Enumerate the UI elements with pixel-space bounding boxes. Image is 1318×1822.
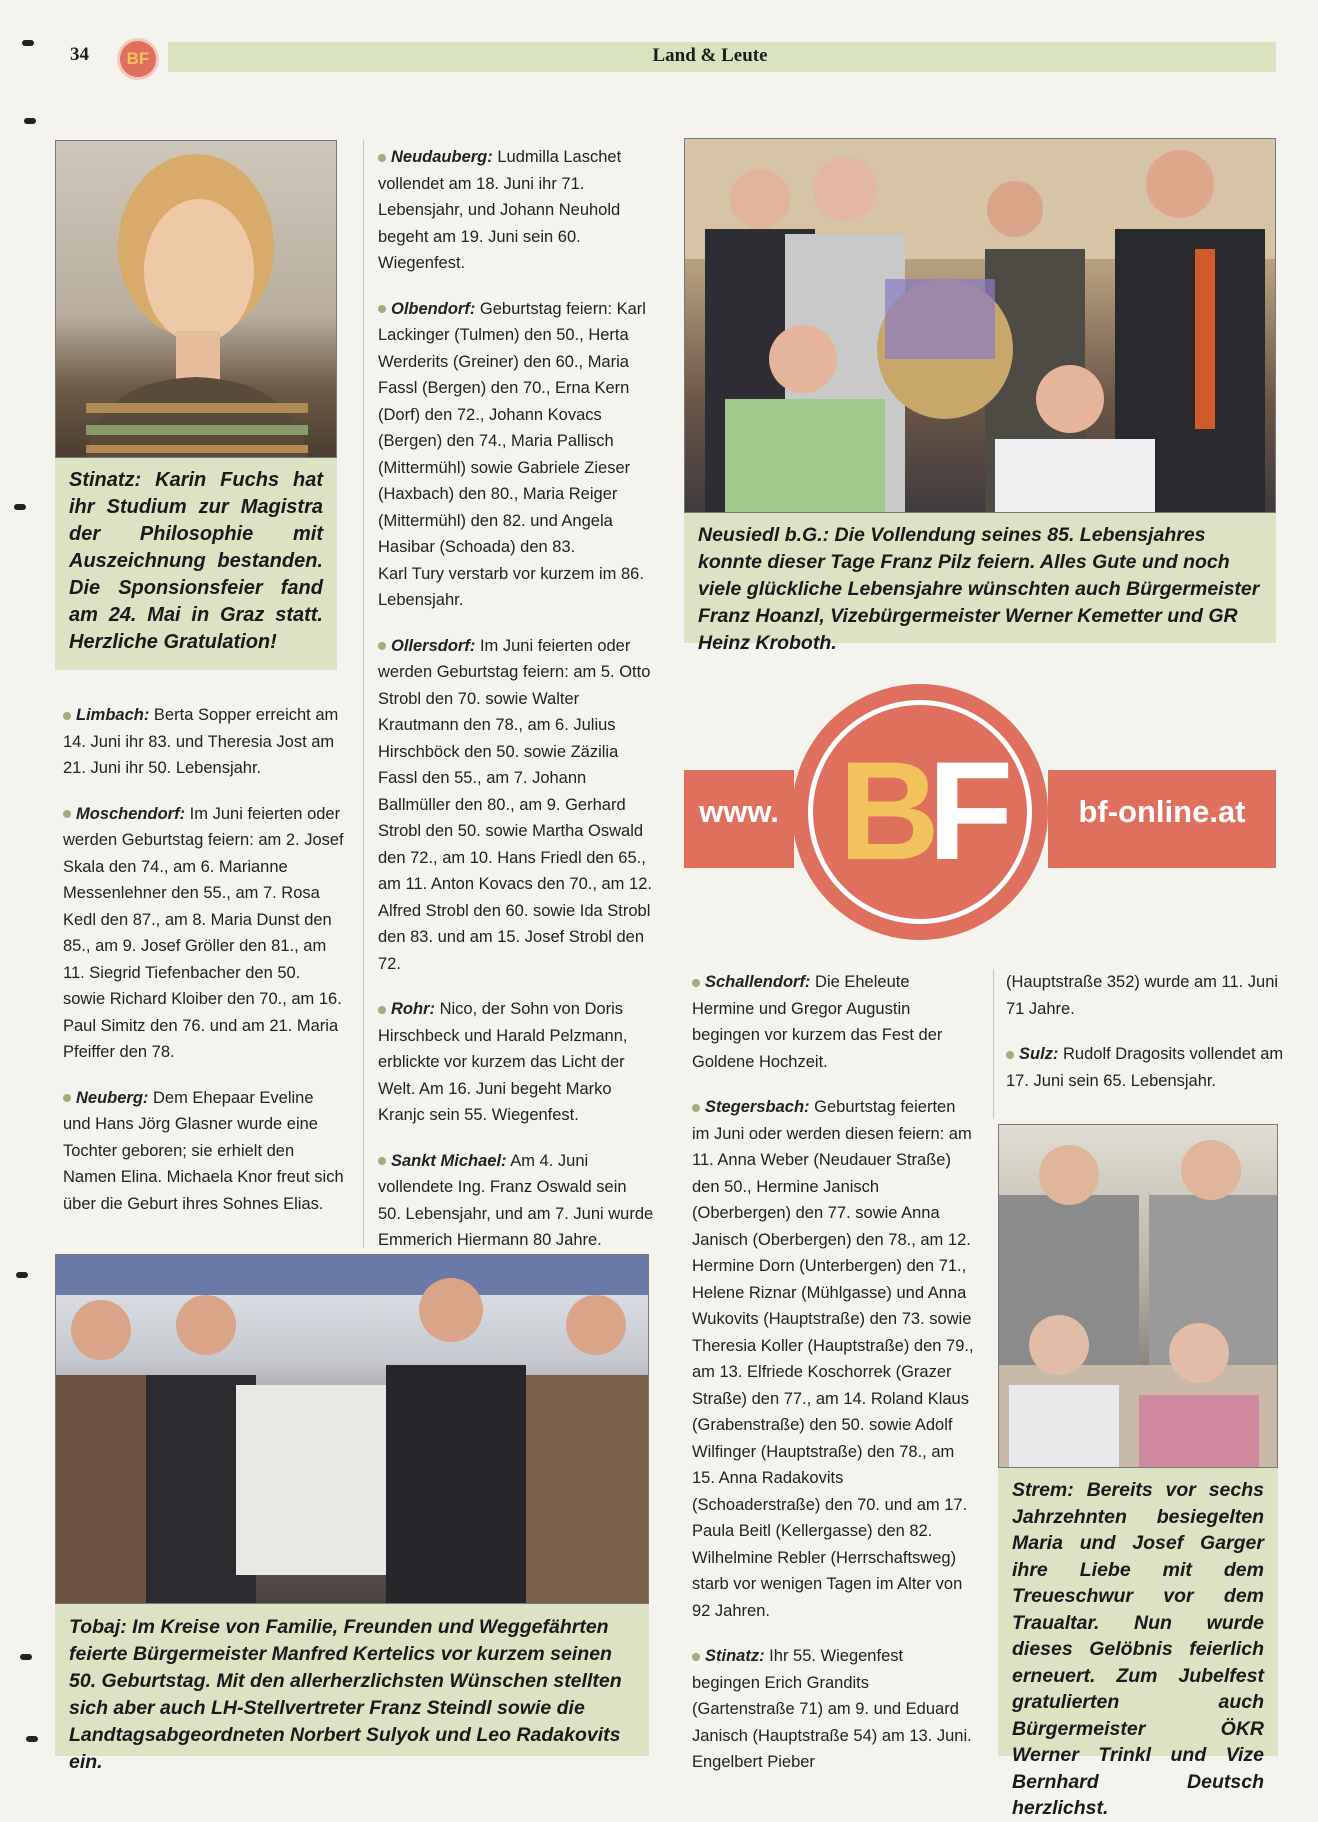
list-item: Limbach: Berta Sopper erreicht am 14. Juni ihr 83. und Theresia Jost am 21. Juni ihr 50. Lebensjahr. (63, 706, 339, 777)
list-item: Neudauberg: Ludmilla Laschet vollendet am 18. Juni ihr 71. Lebensjahr, und Johann Neuhold begeht am 19. Juni sein 60. Wiegenfest. (378, 148, 622, 272)
list-item: Sulz: Rudolf Dragosits vollendet am 17. Juni sein 65. Lebensjahr. (1006, 1045, 1284, 1090)
page-number: 34 (70, 44, 89, 65)
margin-mark (24, 118, 36, 124)
text-column-1 (63, 702, 345, 1236)
text-column-2 (378, 144, 654, 1273)
list-item: Sankt Michael: Am 4. Juni vollendete Ing. Franz Oswald sein 50. Lebensjahr, und am 7. Juni wurde Emmerich Hiermann 80 Jahre. (378, 1151, 654, 1249)
bullet-icon (378, 1006, 386, 1014)
list-item: Ollersdorf: Im Juni feierten oder werden Geburtstag feiern: am 5. Otto Strobl den 70. sowie Walter Krautmann den 78., am 6. Julius Hirschböck den 50. sowie Zäzilia Fassl den 55., am 7. Johann Ballmüller den 80., am 9. Gerhard Strobl den 50. sowie Martha Oswald den 72., am 10. Hans Friedl den 65., am 11. Anton Kovacs den 70., am 12. Alfred Strobl den 60. sowie Ida Strobl den 83. und am 15. Josef Strobl den 72. (378, 636, 652, 973)
bullet-icon (63, 712, 71, 720)
margin-mark (26, 1736, 38, 1742)
list-item: Neuberg: Dem Ehepaar Eveline und Hans Jörg Glasner wurde eine Tochter geboren; sie erhielt den Namen Elina. Michaela Knor freut sich über die Geburt ihres Sohnes Elias. (63, 1088, 344, 1213)
text-column-3 (692, 969, 974, 1795)
bf-logo: BF (117, 38, 159, 80)
caption-tobaj: Tobaj: Im Kreise von Familie, Freunden und Weggefährten feierte Bürgermeister Manfred Kertelics vor kurzem seinen 50. Geburtstag. Mit den allerherzlichsten Wünschen stellten sich aber auch LH-Stellvertreter Franz Steindl sowie die Landtagsabgeordneten Norbert Sulyok und Leo Radakovits ein. (55, 1604, 649, 1756)
bullet-icon (1006, 1051, 1014, 1059)
text-column-4 (1006, 969, 1286, 1113)
list-item: Moschendorf: Im Juni feierten oder werden Geburtstag feiern: am 2. Josef Skala den 74., am 6. Marianne Messenlehner den 55., am 7. Rosa Kedl den 87., am 8. Maria Dunst den 85., am 9. Josef Gröller den 81., am 11. Siegrid Tiefenbacher den 50. sowie Richard Kloiber den 70., am 16. Paul Simitz den 76. und am 21. Maria Pfeiffer den 78. (63, 804, 344, 1061)
column-divider (993, 969, 994, 1119)
margin-mark (14, 504, 26, 510)
bullet-icon (692, 1653, 700, 1661)
list-item: Stinatz: Ihr 55. Wiegenfest begingen Erich Grandits (Gartenstraße 71) am 9. und Eduard Janisch (Hauptstraße 54) am 13. Juni. Engelbert Pieber (692, 1647, 972, 1771)
margin-mark (20, 1654, 32, 1660)
list-item: Schallendorf: Die Eheleute Hermine und Gregor Augustin begingen vor kurzem das Fest der Goldene Hochzeit. (692, 973, 943, 1071)
caption-neusiedl: Neusiedl b.G.: Die Vollendung seines 85. Lebensjahres konnte dieser Tage Franz Pilz feiern. Alles Gute und noch viele glückliche Lebensjahre wünschten auch Bürgermeister Franz Hoanzl, Vizebürgermeister Werner Kemetter und GR Heinz Kroboth. (684, 513, 1276, 643)
bullet-icon (63, 1094, 71, 1102)
banner-bf-logo: BF (838, 732, 1002, 889)
bullet-icon (378, 305, 386, 313)
list-item: Stegersbach: Geburtstag feierten im Juni oder werden diesen feiern: am 11. Anna Weber (Neudauer Straße) den 50., Hermine Janisch (Oberbergen) den 77. sowie Anna Janisch (Oberbergen) den 78., am 12. Hermine Dorn (Unterbergen) den 71., Helene Riznar (Mühlgasse) und Anna Wukovits (Hauptstraße) den 73. sowie Theresia Koller (Hauptstraße) den 79., am 13. Elfriede Koschorrek (Grazer Straße) den 77., am 14. Roland Klaus (Grabenstraße) den 50. sowie Adolf Wilfinger (Hauptstraße) den 78., am 15. Anna Radakovits (Schoaderstraße) den 70. und am 17. Paula Beitl (Kellergasse) den 82. Wilhelmine Rebler (Herrschaftsweg) starb vor wenigen Tagen im Alter von 92 Jahren. (692, 1098, 974, 1620)
margin-mark (16, 1272, 28, 1278)
continued-text: (Hauptstraße 352) wurde am 11. Juni 71 Jahre. (1006, 973, 1279, 1018)
photo-franz-pilz (684, 138, 1276, 513)
list-item: Rohr: Nico, der Sohn von Doris Hirschbeck und Harald Pelzmann, erblickte vor kurzem das Licht der Welt. Am 16. Juni begeht Marko Kranjc sein 55. Wiegenfest. (378, 1000, 628, 1124)
bullet-icon (692, 1104, 700, 1112)
photo-tobaj-birthday (55, 1254, 649, 1604)
column-divider (363, 140, 364, 1248)
bullet-icon (378, 642, 386, 650)
bullet-icon (692, 979, 700, 987)
caption-stinatz: Stinatz: Karin Fuchs hat ihr Studium zur Magistra der Philosophie mit Auszeichnung bestanden. Die Sponsionsfeier fand am 24. Mai in Graz statt. Herzliche Gratulation! (55, 458, 337, 670)
banner-url-text: bf-online.at (1078, 794, 1246, 829)
photo-garger-couple (998, 1124, 1278, 1468)
list-item: Olbendorf: Geburtstag feiern: Karl Lackinger (Tulmen) den 50., Herta Werderits (Greiner) den 60., Maria Fassl (Bergen) den 70., Erna Kern (Dorf) den 72., Johann Kovacs (Bergen) den 74., Maria Pallisch (Mittermühl) sowie Gabriele Zieser (Haxbach) den 80., Maria Reiger (Mittermühl) den 82. und Angela Hasibar (Schoada) den 83. Karl Tury verstarb vor kurzem im 86. Lebensjahr. (378, 299, 646, 609)
bullet-icon (378, 154, 386, 162)
bullet-icon (63, 810, 71, 818)
caption-strem: Strem: Bereits vor sechs Jahrzehnten besiegelten Maria und Josef Garger ihre Liebe mit dem Treueschwur vor dem Traualtar. Nun wurde dieses Gelöbnis feierlich erneuert. Zum Jubelfest gratulierten auch Bürgermeister ÖKR Werner Trinkl und Vize Bernhard Deutsch herzlichst. (998, 1468, 1278, 1756)
photo-karin-fuchs (55, 140, 337, 458)
section-title: Land & Leute (652, 45, 768, 66)
margin-mark (22, 40, 34, 46)
banner-www-text: www. (699, 794, 779, 829)
bullet-icon (378, 1157, 386, 1165)
